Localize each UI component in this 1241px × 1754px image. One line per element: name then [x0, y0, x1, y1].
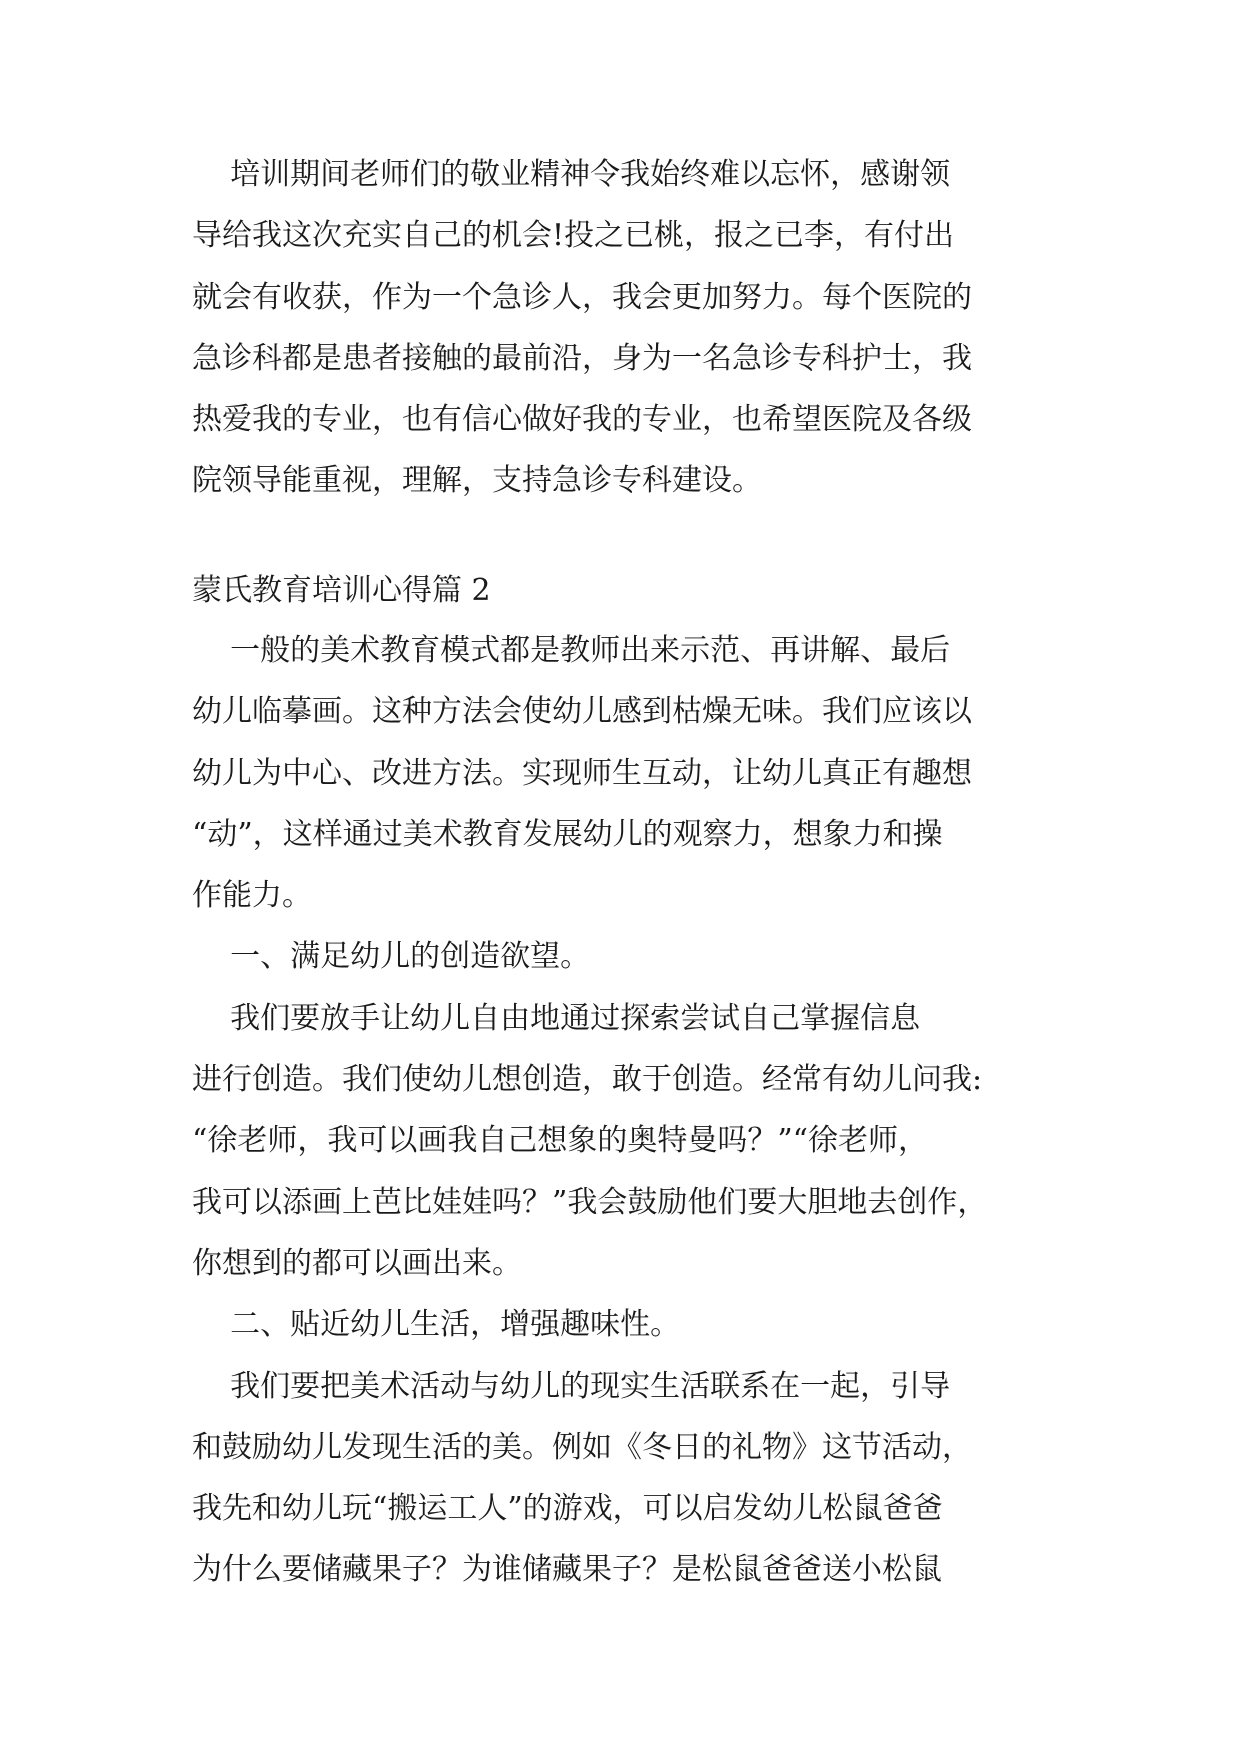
section2-body	[192, 620, 1052, 1601]
paragraph-line: 我们要放手让幼儿自由地通过探索尝试自己掌握信息	[192, 1000, 921, 1036]
paragraph-line: 急诊科都是患者接触的最前沿，身为一名急诊专科护士，我	[192, 340, 972, 376]
paragraph-line: 热爱我的专业，也有信心做好我的专业，也希望医院及各级	[192, 402, 972, 438]
paragraph-line: 培训期间老师们的敬业精神令我始终难以忘怀，感谢领	[192, 157, 951, 192]
subheading-line: 一、满足幼儿的创造欲望。	[192, 939, 591, 975]
paragraph-line: 你想到的都可以画出来。	[192, 1245, 522, 1281]
paragraph-line: 一般的美术教育模式都是教师出来示范、再讲解、最后	[192, 633, 951, 668]
paragraph-line: 和鼓励幼儿发现生活的美。例如《冬日的礼物》这节活动，	[192, 1429, 972, 1465]
subheading-line: 二、贴近幼儿生活，增强趣味性。	[192, 1307, 681, 1343]
paragraph-line: 幼儿为中心、改进方法。实现师生互动，让幼儿真正有趣想	[192, 755, 972, 791]
paragraph-line: 导给我这次充实自己的机会!投之已桃，报之已李，有付出	[192, 218, 955, 254]
paragraph-line: 院领导能重视，理解，支持急诊专科建设。	[192, 463, 762, 499]
paragraph-line: 我先和幼儿玩“搬运工人”的游戏，可以启发幼儿松鼠爸爸	[192, 1491, 943, 1527]
paragraph-line: 就会有收获，作为一个急诊人，我会更加努力。每个医院的	[192, 279, 972, 315]
paragraph-line: “动”，这样通过美术教育发展幼儿的观察力，想象力和操	[192, 816, 943, 852]
paragraph-line: 我可以添画上芭比娃娃吗？”我会鼓励他们要大胆地去创作，	[192, 1184, 988, 1220]
paragraph-line: 幼儿临摹画。这种方法会使幼儿感到枯燥无味。我们应该以	[192, 694, 972, 730]
section-heading	[192, 560, 1052, 621]
heading-text: 蒙氏教育培训心得篇 2	[192, 573, 491, 608]
paragraph-line: 进行创造。我们使幼儿想创造，敢于创造。经常有幼儿问我:	[192, 1062, 983, 1098]
paragraph-line: 为什么要储藏果子？为谁储藏果子？是松鼠爸爸送小松鼠	[192, 1552, 942, 1588]
section1-paragraph	[192, 144, 1052, 512]
paragraph-line: 我们要把美术活动与幼儿的现实生活联系在一起，引导	[192, 1368, 951, 1404]
paragraph-line: “徐老师，我可以画我自己想象的奥特曼吗？”“徐老师，	[192, 1123, 929, 1159]
paragraph-line: 作能力。	[192, 878, 312, 914]
